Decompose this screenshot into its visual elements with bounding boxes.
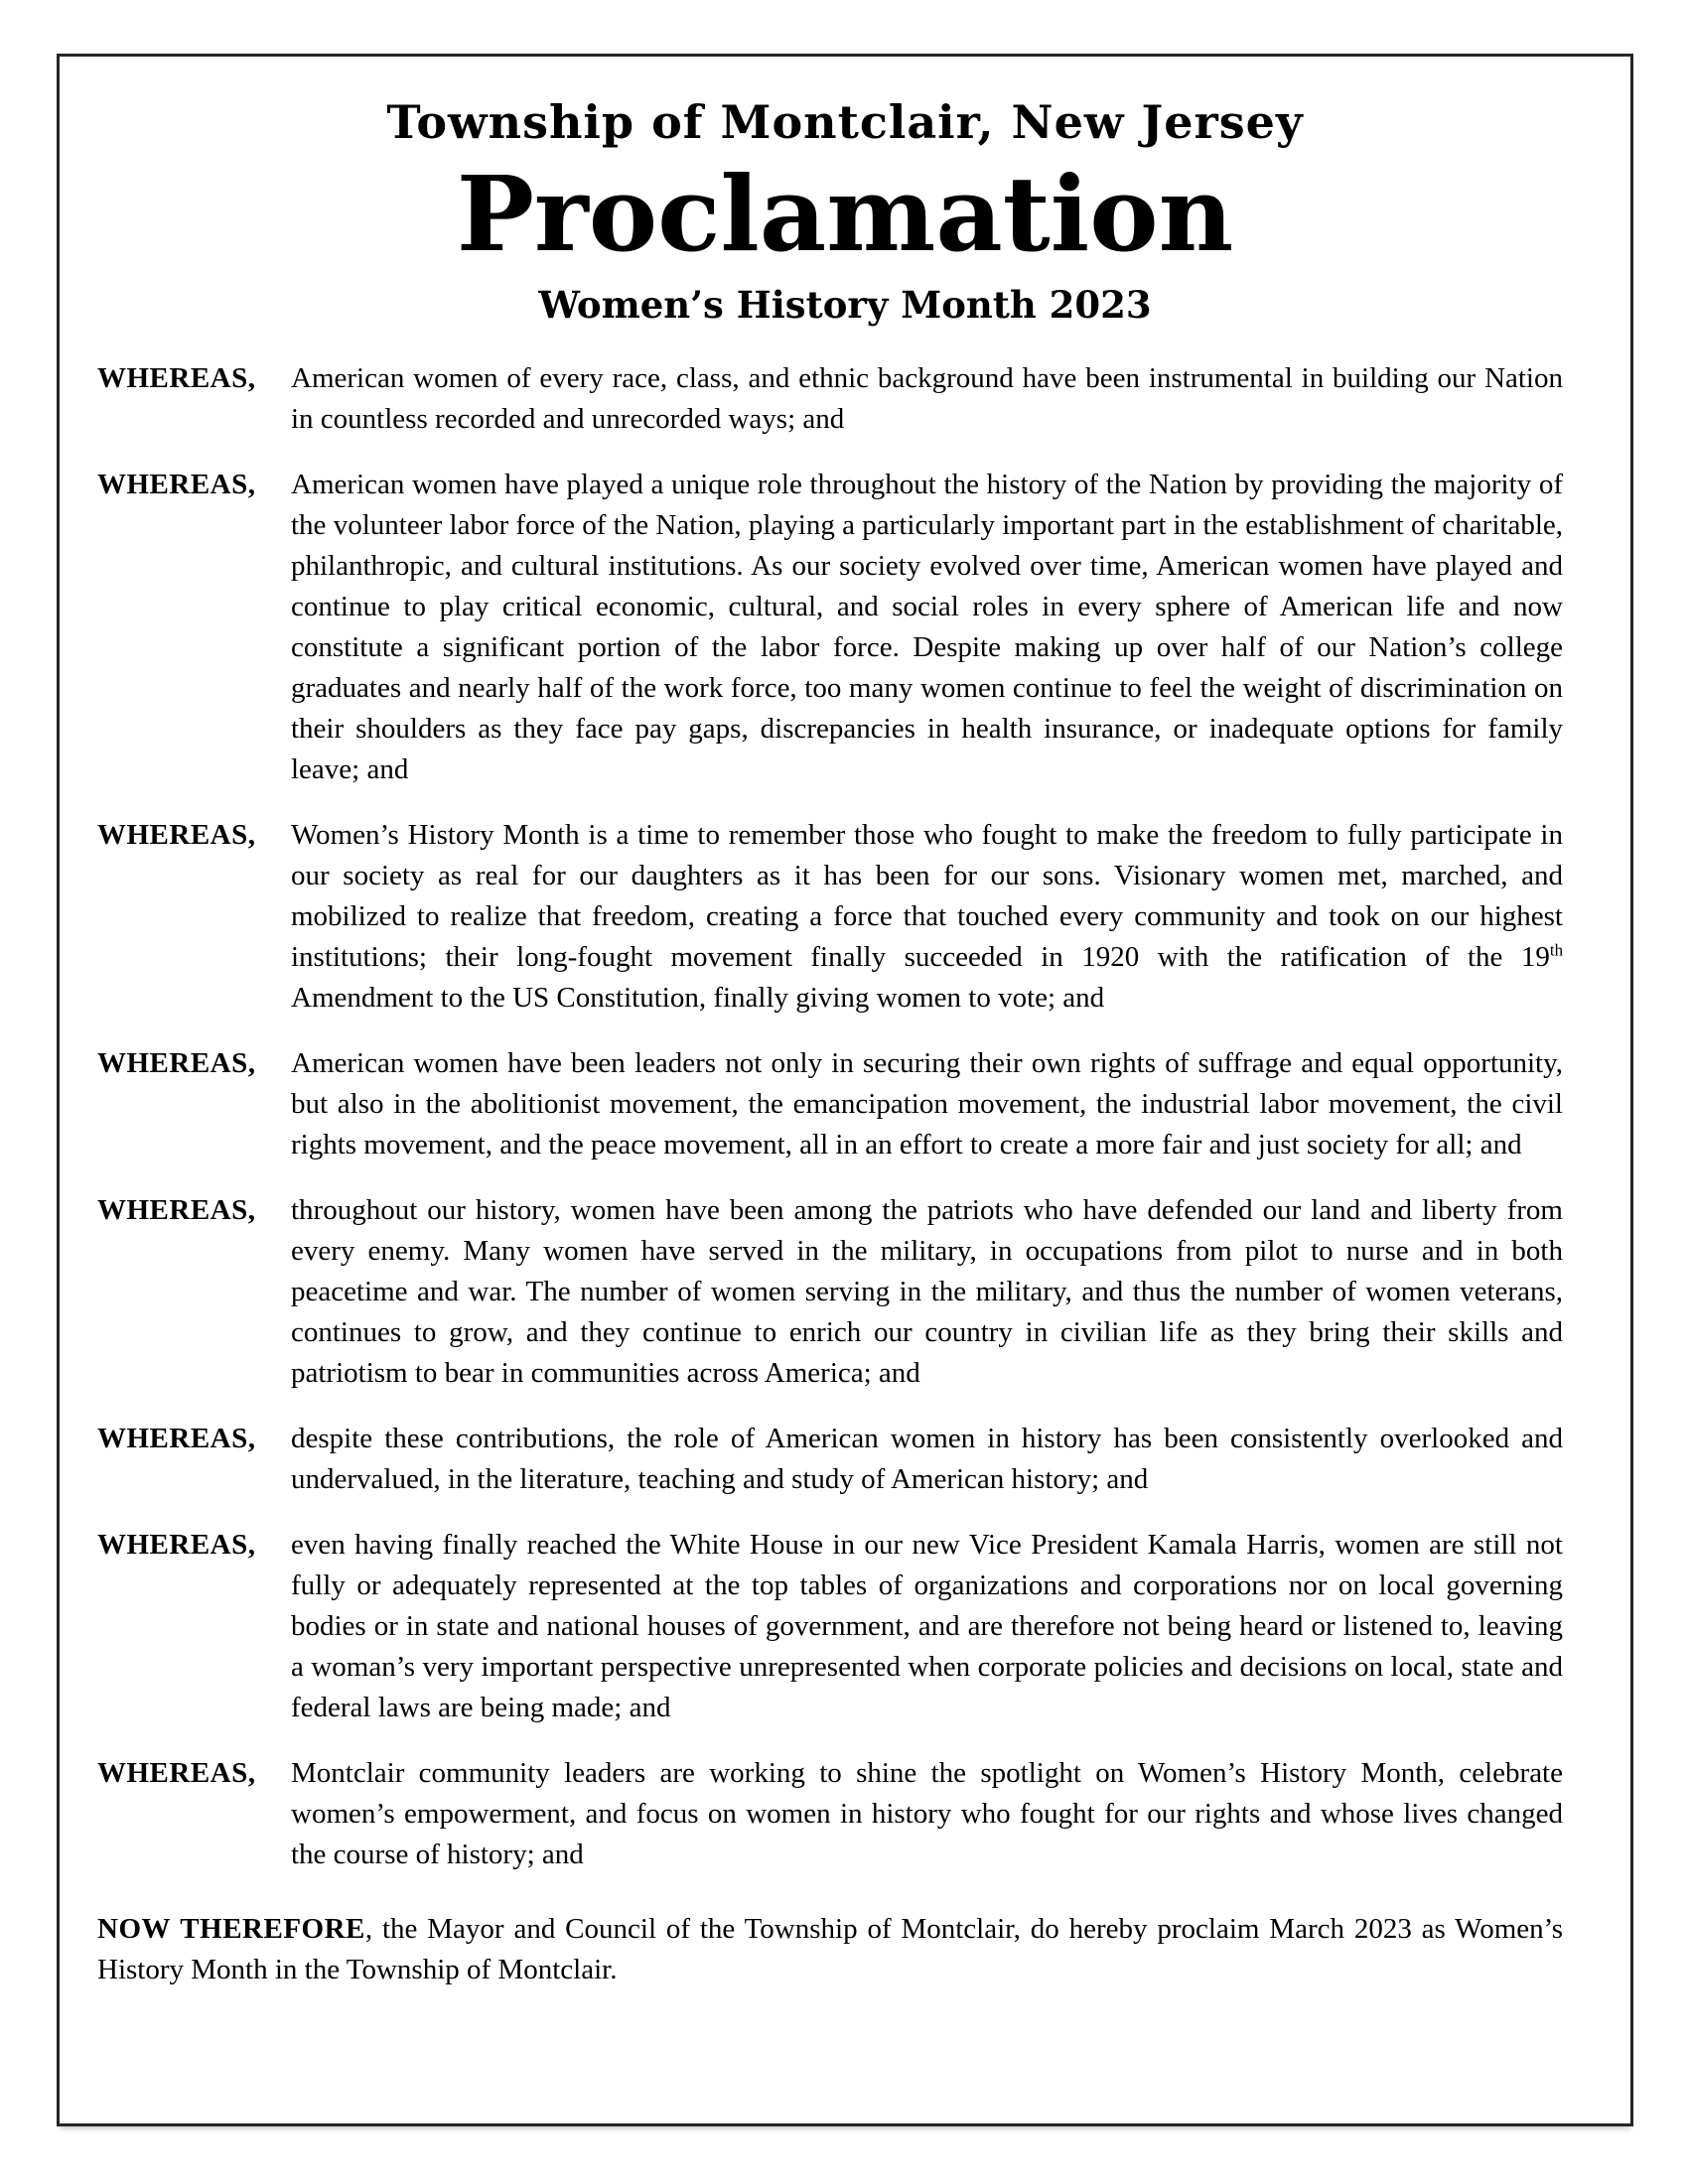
document-body: [60, 325, 1630, 1990]
whereas-label: WHEREAS,: [97, 1423, 256, 1455]
whereas-clause-2: [97, 465, 1563, 790]
whereas-text-start: Women’s History Month is a time to remember those who fought to make the freedom to fully participate in our society as real for our daughters as it has been for our sons. Visionary women met, marched, and mobilized to realize that freedom, creating a force that touched every community and took on our highest institutions; their long-fought movement finally succeeded in 1920 with the ratification of the 19: [291, 819, 1563, 974]
now-therefore-text: , the Mayor and Council of the Township of Montclair, do hereby proclaim March 2023 as Women’s History Month in the Township of Montclair.: [97, 1913, 1563, 1986]
whereas-text: even having finally reached the White House in our new Vice President Kamala Harris, women are still not fully or adequately represented at the top tables of organizations and corporations nor on local governing bodies or in state and national houses of government, and are therefore not being heard or listened to, leaving a woman’s very important perspective unrepresented when corporate policies and decisions on local, state and federal laws are being made; and: [291, 1529, 1563, 1724]
ordinal-superscript: th: [1549, 940, 1563, 960]
whereas-label: WHEREAS,: [97, 469, 256, 501]
document-header: [60, 57, 1630, 328]
whereas-text: [291, 815, 1563, 1019]
whereas-text: American women have played a unique role throughout the history of the Nation by providing the majority of the volunteer labor force of the Nation, playing a particularly important part in the establishment of charitable, philanthropic, and cultural institutions. As our society evolved over time, American women have played and continue to play critical economic, cultural, and social roles in every sphere of American life and now constitute a significant portion of the labor force. Despite making up over half of our Nation’s college graduates and nearly half of the work force, too many women continue to feel the weight of discrimination on their shoulders as they face pay gaps, discrepancies in health insurance, or inadequate options for family leave; and: [291, 469, 1563, 786]
now-therefore-paragraph: [97, 1909, 1563, 1990]
whereas-text: throughout our history, women have been among the patriots who have defended our land and liberty from every enemy. Many women have served in the military, in occupations from pilot to nurse and in both peacetime and war. The number of women serving in the military, and thus the number of women veterans, continues to grow, and they continue to enrich our country in civilian life as they bring their skills and patriotism to bear in communities across America; and: [291, 1194, 1563, 1390]
now-therefore-lead: NOW THEREFORE: [97, 1913, 365, 1946]
whereas-label: WHEREAS,: [97, 1529, 256, 1562]
whereas-text-end: Amendment to the US Constitution, finally giving women to vote; and: [291, 982, 1105, 1015]
whereas-text: American women have been leaders not only in securing their own rights of suffrage and equal opportunity, but also in the abolitionist movement, the emancipation movement, the industrial labor movement, the civil rights movement, and the peace movement, all in an effort to create a more fair and just society for all; and: [291, 1047, 1563, 1161]
municipality-title: Township of Montclair, New Jersey: [386, 95, 1304, 149]
whereas-label: WHEREAS,: [97, 1194, 256, 1227]
whereas-clause-6: [97, 1419, 1563, 1500]
proclamation-title: Proclamation: [456, 153, 1234, 276]
proclamation-subtitle: Women’s History Month 2023: [538, 283, 1152, 328]
whereas-label: WHEREAS,: [97, 362, 256, 395]
whereas-label: WHEREAS,: [97, 1757, 256, 1790]
whereas-clause-7: [97, 1525, 1563, 1728]
whereas-clause-5: [97, 1190, 1563, 1394]
whereas-text: American women of every race, class, and ethnic background have been instrumental in building our Nation in countless recorded and unrecorded ways; and: [291, 362, 1563, 436]
whereas-clause-1: [97, 358, 1563, 440]
whereas-clause-4: [97, 1043, 1563, 1165]
whereas-text: despite these contributions, the role of American women in history has been consistently overlooked and undervalued, in the literature, teaching and study of American history; and: [291, 1423, 1563, 1496]
whereas-label: WHEREAS,: [97, 1047, 256, 1080]
whereas-label: WHEREAS,: [97, 819, 256, 852]
proclamation-page: [57, 54, 1633, 2126]
whereas-clause-3: [97, 815, 1563, 1019]
whereas-clause-8: [97, 1753, 1563, 1875]
whereas-text: Montclair community leaders are working to shine the spotlight on Women’s History Month, celebrate women’s empowerment, and focus on women in history who fought for our rights and whose lives changed the course of history; and: [291, 1757, 1563, 1871]
